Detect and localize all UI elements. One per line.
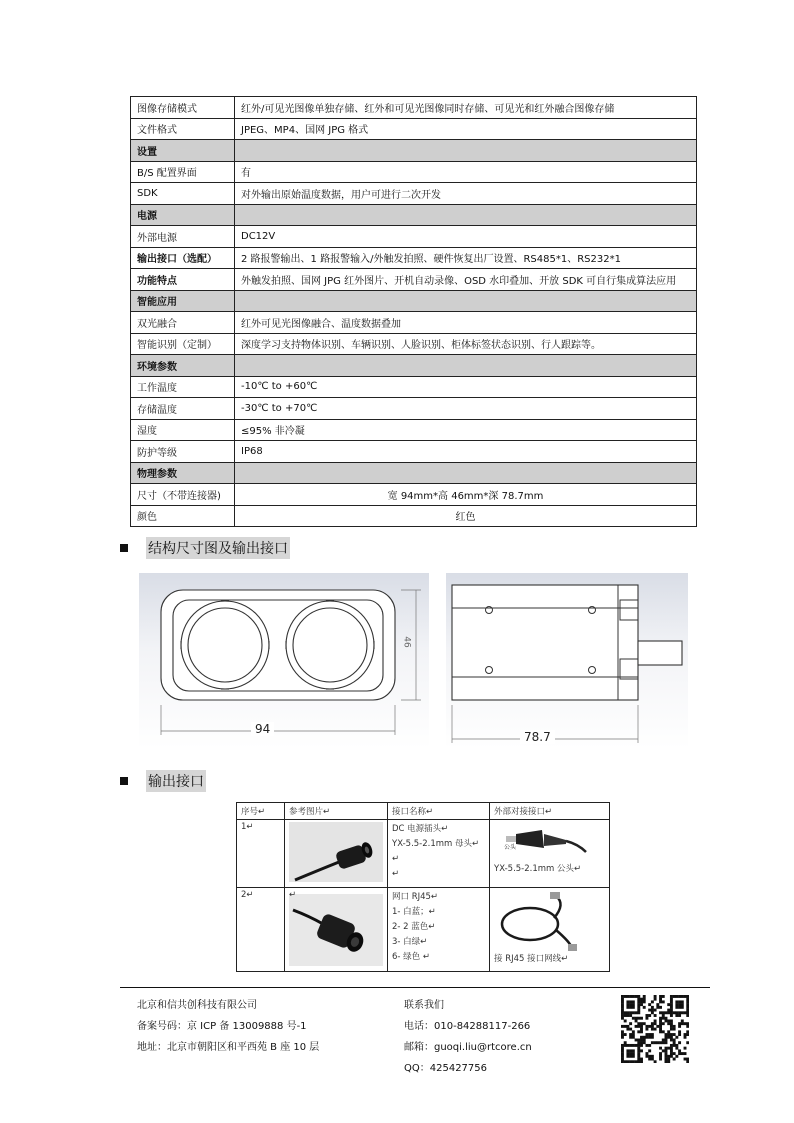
spec-value <box>235 462 697 484</box>
footer-divider <box>120 987 710 988</box>
spec-key: 工作温度 <box>131 376 235 398</box>
table-row <box>131 419 697 441</box>
reference-picture-dc <box>285 820 388 888</box>
interface-name-line: 1- 白蓝；↵ <box>392 907 436 917</box>
external-interface-dc <box>490 820 610 888</box>
spec-value: 红外可见光图像融合、温度数据叠加 <box>235 312 697 334</box>
interface-name-line: ↵ <box>392 869 400 879</box>
spec-value: 红色 <box>235 505 697 527</box>
header-picture: 参考图片↵ <box>285 803 388 820</box>
table-section-row <box>131 355 697 377</box>
interface-name-line: 3- 白绿↵ <box>392 937 428 947</box>
side-view-drawing <box>446 573 688 749</box>
table-row <box>131 247 697 269</box>
spec-value <box>235 204 697 226</box>
picture-mark: ↵ <box>289 890 297 900</box>
table-section-row <box>131 290 697 312</box>
interface-name-line: DC 电源插头↵ <box>392 824 449 834</box>
square-bullet-icon <box>120 777 128 785</box>
spec-value: 宽 94mm*高 46mm*深 78.7mm <box>235 484 697 506</box>
row-number: 1↵ <box>237 820 285 888</box>
spec-key: 环境参数 <box>131 355 235 377</box>
header-external: 外部对接接口↵ <box>490 803 610 820</box>
spec-key: 双光融合 <box>131 312 235 334</box>
header-name: 接口名称↵ <box>388 803 490 820</box>
spec-value: 红外/可见光图像单独存储、红外和可见光图像同时存储、可见光和红外融合图像存储 <box>235 97 697 119</box>
external-interface-rj45 <box>490 888 610 972</box>
table-section-row <box>131 204 697 226</box>
footer-contact-title: 联系我们 <box>404 1000 444 1011</box>
spec-value <box>235 290 697 312</box>
external-interface-label: 接 RJ45 接口网线↵ <box>494 954 569 964</box>
interface-table <box>236 802 610 972</box>
depth-dimension: 78.7 <box>520 730 555 744</box>
qr-code-icon <box>621 995 689 1063</box>
table-row <box>131 118 697 140</box>
spec-value: 2 路报警输出、1 路报警输入/外触发拍照、硬件恢复出厂设置、RS485*1、RS232*1 <box>235 247 697 269</box>
interface-name-line: YX-5.5-2.1mm 母头↵ <box>392 839 480 849</box>
front-view-svg <box>139 573 429 749</box>
reference-picture-rj45 <box>285 888 388 972</box>
interface-name-line: 2- 2 蓝色↵ <box>392 922 436 932</box>
spec-value: 有 <box>235 161 697 183</box>
table-row <box>131 269 697 291</box>
footer-company: 北京和信共创科技有限公司 <box>137 1000 257 1011</box>
spec-value: JPEG、MP4、国网 JPG 格式 <box>235 118 697 140</box>
table-row <box>131 312 697 334</box>
spec-key: 文件格式 <box>131 118 235 140</box>
spec-key: 物理参数 <box>131 462 235 484</box>
width-dimension: 94 <box>251 722 274 736</box>
rj45-cable-photo <box>494 890 590 952</box>
table-section-row <box>131 462 697 484</box>
interface-header-row <box>237 803 610 820</box>
footer-qq: QQ：425427756 <box>404 1063 488 1074</box>
table-row <box>131 505 697 527</box>
rj45-connector-photo <box>289 890 383 966</box>
spec-value: IP68 <box>235 441 697 463</box>
spec-key: 尺寸（不带连接器) <box>131 484 235 506</box>
table-row <box>131 441 697 463</box>
interface-name-dc <box>388 820 490 888</box>
spec-key: 防护等级 <box>131 441 235 463</box>
row-number: 2↵ <box>237 888 285 972</box>
spec-value: 深度学习支持物体识别、车辆识别、人脸识别、柜体标签状态识别、行人跟踪等。 <box>235 333 697 355</box>
table-row <box>131 398 697 420</box>
spec-key: SDK <box>131 183 235 205</box>
footer-email: 邮箱：guoqi.liu@rtcore.cn <box>404 1042 532 1053</box>
table-row <box>131 376 697 398</box>
spec-value: DC12V <box>235 226 697 248</box>
interface-name-line: 网口 RJ45↵ <box>392 892 439 902</box>
interface-name-rj45 <box>388 888 490 972</box>
footer-icp: 备案号码：京 ICP 备 13009888 号-1 <box>137 1021 307 1032</box>
plug-label: 公头 <box>504 844 517 851</box>
table-section-row <box>131 140 697 162</box>
table-row <box>131 183 697 205</box>
spec-key: 湿度 <box>131 419 235 441</box>
table-row <box>237 888 610 972</box>
spec-key: 外部电源 <box>131 226 235 248</box>
spec-key: 图像存储模式 <box>131 97 235 119</box>
footer-phone: 电话：010-84288117-266 <box>404 1021 531 1032</box>
table-row <box>237 820 610 888</box>
spec-key: 存储温度 <box>131 398 235 420</box>
spec-value: -30℃ to +70℃ <box>235 398 697 420</box>
spec-value <box>235 140 697 162</box>
section-interfaces <box>120 770 206 792</box>
footer-address: 地址：北京市朝阳区和平西苑 B 座 10 层 <box>137 1042 320 1053</box>
table-row <box>131 333 697 355</box>
interface-name-line: ↵ <box>392 854 400 864</box>
section-structure <box>120 537 290 559</box>
dc-socket-photo <box>289 822 383 882</box>
table-row <box>131 226 697 248</box>
spec-key: 输出接口（选配） <box>131 247 235 269</box>
header-number: 序号↵ <box>237 803 285 820</box>
table-row <box>131 97 697 119</box>
spec-key: 智能应用 <box>131 290 235 312</box>
spec-key: B/S 配置界面 <box>131 161 235 183</box>
spec-value: -10℃ to +60℃ <box>235 376 697 398</box>
spec-key: 颜色 <box>131 505 235 527</box>
section-title: 输出接口 <box>146 770 206 792</box>
front-view-drawing <box>139 573 429 749</box>
spec-value: 对外输出原始温度数据，用户可进行二次开发 <box>235 183 697 205</box>
spec-key: 功能特点 <box>131 269 235 291</box>
interface-name-line: 6- 绿色 ↵ <box>392 952 431 962</box>
square-bullet-icon <box>120 544 128 552</box>
spec-key: 电源 <box>131 204 235 226</box>
spec-key: 设置 <box>131 140 235 162</box>
spec-value <box>235 355 697 377</box>
table-row <box>131 161 697 183</box>
side-view-svg <box>446 573 688 749</box>
spec-table <box>130 96 697 527</box>
spec-value: ≤95% 非冷凝 <box>235 419 697 441</box>
spec-key: 智能识别（定制） <box>131 333 235 355</box>
table-row <box>131 484 697 506</box>
section-title: 结构尺寸图及输出接口 <box>146 537 290 559</box>
height-dimension: 46 <box>401 636 412 648</box>
spec-value: 外触发拍照、国网 JPG 红外图片、开机自动录像、OSD 水印叠加、开放 SDK 可自行集成算法应用 <box>235 269 697 291</box>
external-interface-label: YX-5.5-2.1mm 公头↵ <box>494 864 582 874</box>
